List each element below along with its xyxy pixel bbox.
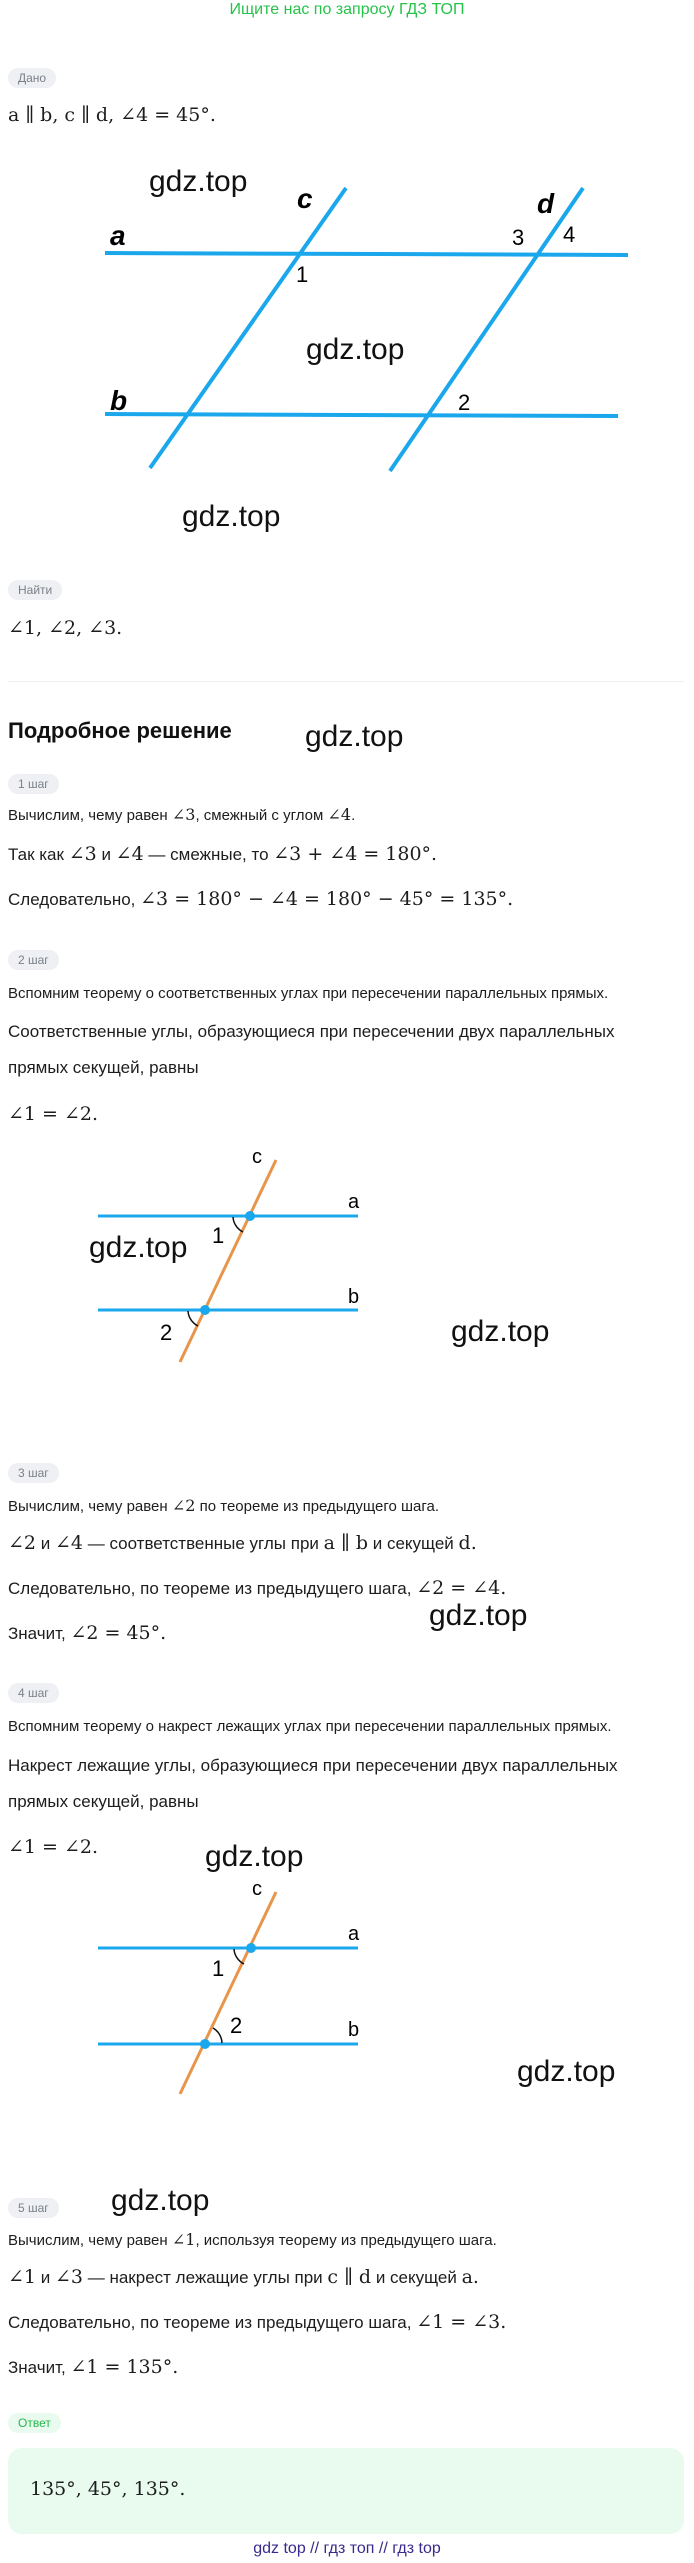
step5-line3: Значит, ∠1 = 135°. — [8, 2356, 179, 2378]
footer-separator: // — [310, 2540, 320, 2557]
line-b — [105, 414, 618, 416]
label-c: c — [252, 1878, 262, 1900]
answer-box — [8, 2448, 684, 2534]
watermark: gdz.top — [182, 500, 281, 533]
search-banner: Ищите нас по запросу ГДЗ ТОП — [229, 1, 465, 18]
label-b: b — [348, 1286, 360, 1308]
label-c: c — [252, 1146, 262, 1168]
find-chip: Найти — [8, 580, 62, 600]
step3-line3: Значит, ∠2 = 45°. — [8, 1622, 167, 1644]
angle-1-label: 1 — [296, 262, 309, 287]
line-c — [150, 188, 346, 468]
step1-hint: Вычислим, чему равен ∠3, смежный с углом ∠4. — [8, 805, 356, 824]
angle-2-arc — [188, 1311, 198, 1326]
line-d — [390, 188, 583, 471]
watermark: gdz.top — [149, 165, 248, 198]
step5-line1: ∠1 и ∠3 — накрест лежащие углы при c ∥ d и секущей a. — [8, 2266, 479, 2288]
step4-hint: Вспомним теорему о накрест лежащих углах при пересечении параллельных прямых. — [8, 1718, 612, 1735]
label-a: a — [348, 1923, 360, 1945]
line-c-secant — [180, 1892, 276, 2094]
angle-2-label: 2 — [160, 1320, 173, 1345]
label-b: b — [110, 385, 128, 416]
step-chip: 3 шаг — [8, 1463, 59, 1483]
given-chip: Дано — [8, 68, 56, 88]
watermark: gdz.top — [451, 1315, 550, 1348]
step5-hint: Вычислим, чему равен ∠1, используя теорему из предыдущего шага. — [8, 2230, 497, 2249]
divider — [8, 681, 684, 682]
step2-formula: ∠1 = ∠2. — [8, 1103, 99, 1125]
watermark: gdz.top — [517, 2055, 616, 2088]
step2-text2: прямых секущей, равны — [8, 1058, 199, 1077]
watermark: gdz.top — [306, 333, 405, 366]
angle-3-label: 3 — [512, 225, 525, 250]
step3-line2: Следовательно, по теореме из предыдущего шага, ∠2 = ∠4. — [8, 1577, 507, 1599]
label-a: a — [348, 1191, 360, 1213]
angle-2-label: 2 — [458, 390, 471, 415]
watermark: gdz.top — [111, 2184, 210, 2217]
footer-link[interactable]: gdz top — [253, 2540, 306, 2557]
angle-2-label: 2 — [230, 2013, 243, 2038]
step4-text2: прямых секущей, равны — [8, 1792, 199, 1811]
angle-2-arc — [213, 2028, 222, 2043]
watermark: gdz.top — [429, 1599, 528, 1632]
watermark: gdz.top — [305, 720, 404, 753]
step4-text1: Накрест лежащие углы, образующиеся при пересечении двух параллельных — [8, 1756, 618, 1775]
step5-line2: Следовательно, по теореме из предыдущего шага, ∠1 = ∠3. — [8, 2311, 507, 2333]
step3-line1: ∠2 и ∠4 — соответственные углы при a ∥ b и секущей d. — [8, 1532, 477, 1554]
label-a: a — [110, 220, 126, 251]
step-chip: 1 шаг — [8, 774, 59, 794]
step2-hint: Вспомним теорему о соответственных углах при пересечении параллельных прямых. — [8, 985, 609, 1002]
answer-chip: Ответ — [8, 2413, 61, 2433]
step1-line1: Так как ∠3 и ∠4 — смежные, то ∠3 + ∠4 = 180°. — [8, 843, 438, 865]
angle-1-label: 1 — [212, 1223, 225, 1248]
solution-title: Подробное решение — [8, 718, 232, 743]
intersection-dot — [200, 1305, 210, 1315]
angle-4-label: 4 — [563, 222, 576, 247]
given-formula: a ∥ b, c ∥ d, ∠4 = 45°. — [8, 104, 216, 126]
step1-line2: Следовательно, ∠3 = 180° − ∠4 = 180° − 45° = 135°. — [8, 888, 514, 910]
step3-hint: Вычислим, чему равен ∠2 по теореме из предыдущего шага. — [8, 1496, 440, 1515]
step-chip: 4 шаг — [8, 1683, 59, 1703]
watermark: gdz.top — [89, 1231, 188, 1264]
step2-text1: Соответственные углы, образующиеся при пересечении двух параллельных — [8, 1022, 615, 1041]
intersection-dot — [246, 1943, 256, 1953]
footer-link[interactable]: гдз top — [392, 2540, 441, 2557]
line-a — [105, 253, 628, 255]
label-d: d — [537, 188, 555, 219]
intersection-dot — [245, 1211, 255, 1221]
find-formula: ∠1, ∠2, ∠3. — [8, 617, 123, 639]
step4-formula: ∠1 = ∠2. — [8, 1836, 99, 1858]
label-c: c — [297, 183, 313, 214]
footer-links — [0, 2540, 694, 2562]
line-c-secant — [180, 1160, 276, 1362]
answer-value: 135°, 45°, 135°. — [30, 2478, 186, 2500]
intersection-dot — [200, 2039, 210, 2049]
watermark: gdz.top — [205, 1840, 304, 1873]
step-chip: 5 шаг — [8, 2198, 59, 2218]
angle-1-label: 1 — [212, 1956, 225, 1981]
footer-separator: // — [378, 2540, 388, 2557]
step-chip: 2 шаг — [8, 950, 59, 970]
footer-link[interactable]: гдз топ — [323, 2540, 375, 2557]
label-b: b — [348, 2019, 360, 2041]
